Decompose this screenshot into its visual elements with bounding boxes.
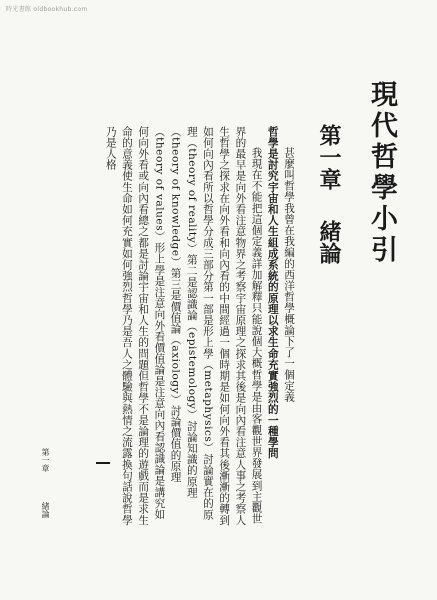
paragraph: 甚麼叫哲學我曾在我編的西洋哲學概論下了一個定義 [283,147,295,403]
footer-chapter-label: 第一章 [41,448,50,472]
footer-chapter-title: 緒論 [41,502,50,518]
body-text [57,126,297,526]
chapter-heading [318,124,340,264]
paragraph: 哲學是討究宇宙和人生組成系統的原理以求生命充實強烈的一種學問 [266,126,279,459]
page-number [96,462,110,464]
chapter-title: 緒論 [316,220,342,264]
book-title: 現代哲學小引 [366,80,397,266]
paragraph: 我現在不能把這個定義詳加解釋只能說個大概哲學是由客觀世界發展到主觀世界的最早是向外看注意物界之考察宇宙原理之探求其後是向內看注意人事之考察人生哲學之探求在向外看和向內看的中間經過一個時期是如何向外看其後漸漸的轉到如何向內看所以哲學分成三部分第一部是形上學（metaphysics）討論實在的原理（theory of reality）第二是認識論（epistemology）討論知識的原理（theory of knowledge）第三是價值論（axiology）討論價值的原理（theory of values）形上學是注意向外看價值論是注意向內看認識論是講究如何向外看或向內看總之都是討論宇宙和人生的問題但哲學不是論理的遊戲而是求生命的意義使生命如何充實如何強烈哲學乃是吾人之體驗與熱情之流露換句話說哲學乃是人格 [104,126,263,526]
chapter-number: 第一章 [316,124,342,190]
running-footer [40,448,50,518]
watermark: 時光書館 oldbookhub.com [6,6,88,13]
